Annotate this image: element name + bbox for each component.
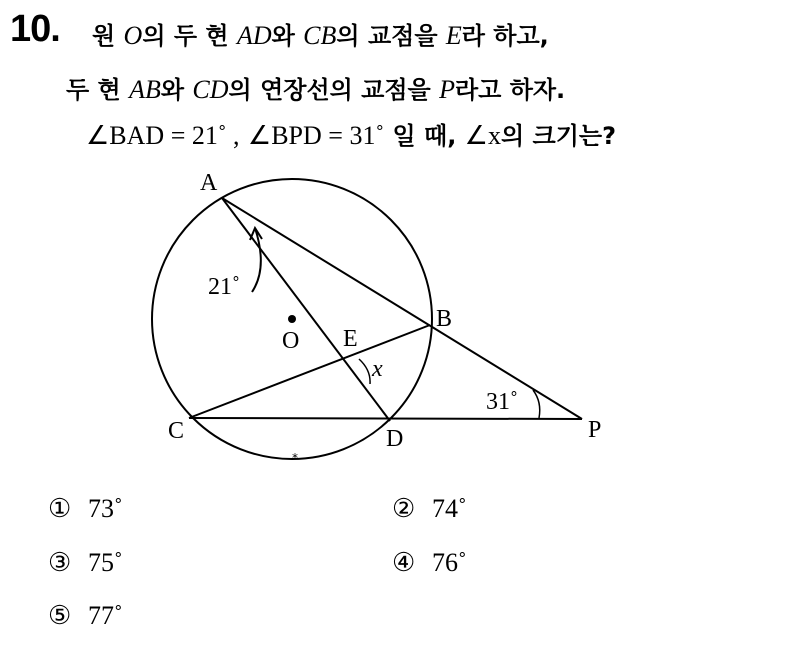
angle-21-pointer [252, 228, 261, 292]
angle-31-label: 31˚ [486, 389, 518, 415]
choice-marker: ③ [48, 548, 72, 577]
label-A: A [200, 170, 218, 196]
chord-CB-line [189, 325, 430, 418]
angle-BAD-given: ∠BAD = 21˚ , [86, 121, 240, 150]
angle-31-arc [533, 390, 540, 418]
chord-AD-line [222, 198, 390, 421]
choice-value: 77˚ [88, 601, 123, 630]
text: 와 [271, 22, 304, 50]
choice-1[interactable] [48, 494, 123, 524]
point-E: E [445, 21, 462, 50]
choice-5[interactable] [48, 601, 123, 631]
label-E: E [343, 326, 358, 352]
text: 일 때, [384, 122, 465, 150]
label-B: B [436, 306, 453, 332]
text: 의 연장선의 교점을 [228, 76, 440, 104]
text: 와 [160, 76, 193, 104]
text: 원 [92, 22, 124, 50]
label-D: D [386, 426, 404, 452]
chord-CD: CD [192, 75, 229, 104]
line-CP [189, 418, 582, 419]
choice-value: 76˚ [432, 548, 467, 577]
choice-marker: ② [392, 494, 416, 523]
choice-marker: ④ [392, 548, 416, 577]
angle-21-label: 21˚ [208, 274, 240, 300]
text: 라고 하자. [454, 76, 566, 104]
angle-BPD-given: ∠BPD = 31˚ [247, 121, 385, 150]
label-O: O [282, 328, 300, 354]
chord-AD: AD [236, 21, 272, 50]
label-x: x [372, 356, 383, 382]
angle-x-arc [359, 359, 370, 384]
label-P: P [588, 417, 602, 443]
point-P: P [439, 75, 455, 104]
choice-value: 75˚ [88, 548, 123, 577]
chord-CB: CB [303, 21, 337, 50]
text: 라 하고, [461, 22, 549, 50]
label-C: C [168, 418, 185, 444]
text: 의 교점을 [336, 22, 446, 50]
question-number: 10. [10, 8, 60, 50]
choice-marker: ⑤ [48, 601, 72, 630]
arc-mark: * [292, 451, 298, 465]
point-O: O [123, 21, 143, 50]
angle-x: ∠x [464, 121, 501, 150]
choice-value: 74˚ [432, 494, 467, 523]
choice-value: 73˚ [88, 494, 123, 523]
choice-marker: ① [48, 494, 72, 523]
choice-3[interactable] [48, 548, 123, 578]
text: 의 크기는? [500, 122, 616, 150]
choice-4[interactable] [392, 548, 467, 578]
text: 두 현 [66, 76, 130, 104]
choice-2[interactable] [392, 494, 467, 524]
chord-AB: AB [129, 75, 161, 104]
text: 의 두 현 [142, 22, 237, 50]
center-dot [288, 315, 296, 323]
